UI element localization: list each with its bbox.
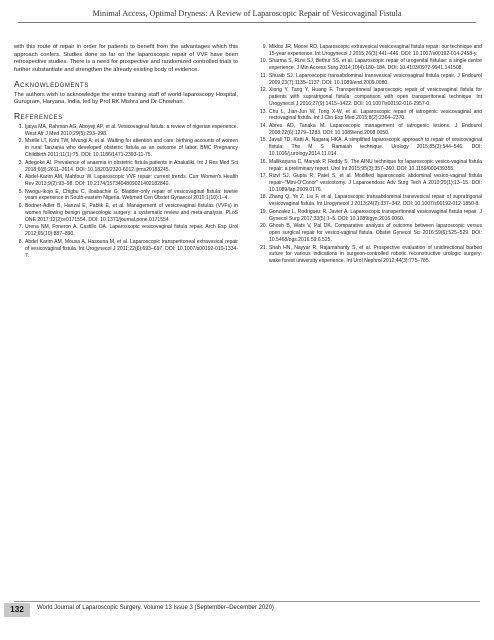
acknowledgments-paragraph: The authors wish to acknowledge the entire training staff of world laparoscopy Hospital, Gurugram, Haryana, India, led by Prof RK Mishra and Dr Chowhan. <box>14 91 238 106</box>
reference-number: 5. <box>18 188 23 195</box>
reference-text: Shah HN, Nayyar R, Rajamahanty S, et al. Prospective evaluation of unidirectional barbed suture for various indications in surgeon-controlled robotic reconstructive urologic surgery: wake forest university experience. Int Urol Nephrol 2012;44(3):775–785. <box>269 244 482 265</box>
references-heading: References <box>14 111 63 122</box>
reference-text: Abdel-Karim AM, Mahfouz W. Laparoscopic VVF repair: current trends. Curr Women's Health Rev 2013;9(2):93–98. DOI: 10.2174/1573404809021402182840. <box>25 174 238 188</box>
reference-item <box>258 159 482 173</box>
reference-text: Miklos JR, Moore RD. Laparoscopic extravesical vesicovaginal fistula repair: our technique and 15-year experience. Int Urogynecol J 2015;26(3):441–446. DOI: 10.1007/s00192-014-2458-y. <box>269 44 482 57</box>
acknowledgments-heading: Acknowledgments <box>14 78 89 89</box>
reference-number: 15. <box>259 137 267 144</box>
reference-list-right <box>258 44 482 265</box>
header-rule <box>18 22 476 23</box>
intro-paragraph: with this route of repair in order for patients to benefit from the advantages which this approach confers. Studies done so far on the laparoscopic repair of VVF have been retrospective studies. There is a need for prospective and randomized controlled trials to further substantiate and strengthen the already existing body of evidence. <box>14 44 238 74</box>
reference-number: 6. <box>18 202 23 209</box>
reference-number: 18. <box>259 194 267 201</box>
reference-number: 1. <box>18 124 23 131</box>
reference-item <box>258 245 482 266</box>
reference-item <box>258 194 482 208</box>
journal-footer: World Journal of Laparoscopic Surgery, Volume 13 Issue 3 (September–December 2020) <box>37 605 274 611</box>
reference-item <box>14 189 238 203</box>
reference-text: Abreu AD, Tanaka M. Laparoscopic management of iatrogenic lesions. J Endourol 2008;22(6):1279–1283. DOI: 10.1089/end.2008.0050. <box>269 122 482 136</box>
reference-text: Chu L, Jian-Jun W, Tong X-W, et al. Laparoscopic repair of iatrogenic vesicovaginal and rectovaginal fistula. Int J Clin Exp Med 2015;8(2):2364–2370. <box>269 108 482 122</box>
reference-item <box>258 109 482 123</box>
reference-text: Nwogu-Ikojo E, Chigbu C, Iloabachie G. Bladder-only repair of vesicovaginal fistula: twelve years experience in South-eastern Nigeria. Webmed Cen Obstet Gynaecol 2010;1(10):1–4. <box>25 188 238 202</box>
reference-item <box>14 174 238 188</box>
reference-item <box>14 203 238 224</box>
reference-item <box>258 58 482 72</box>
reference-item <box>258 73 482 87</box>
reference-item <box>258 44 482 58</box>
reference-item <box>258 137 482 158</box>
reference-text: Mselle LT, Kohi TW, Mvungi A, et al. Waiting for attention and care: birthing accounts of women in rural Tanzania who developed obstetric fistula as an outcome of labor. BMC Pregnancy Childbirth 2011;11(1):75. DOI: 10.1186/1471-2393-11-75. <box>25 138 238 159</box>
reference-text: Mallikarjuna C, Maryak P, Reddy S. The AINU technique for laparoscopic vesico-vaginal fistula repair: a preliminary report. Urol Int 2015;95(3):357–360. DOI: 10.1159/000439355. <box>269 158 482 172</box>
reference-text: Gonzalez L, Rodriguez R, Javier A. Laparoscopic transperitoneal vesicovaginal fistula repair. J Gynecol Surg 2017;33(5):1–5. DOI: 10.1089/gyn.2016.0060. <box>269 208 482 222</box>
right-column <box>258 44 482 266</box>
reference-item <box>14 138 238 159</box>
reference-number: 8. <box>18 238 23 245</box>
reference-text: Ghosh B, Wats V, Pal DK. Comparative analysis of outcome between laparoscopic versus open surgical repair for vesico-vaginal fistula. Obstet Gynecol Sci 2016;59(6):525–529. DOI: 10.5468/ogs.2016.59.6.525. <box>269 223 482 243</box>
reference-text: Rizvi SJ, Gupta R, Patel S, et al. Modified laparoscopic abdominal vesico-vaginal fistula repair–"Mini-O'Conor" vesicotomy. J Laparoendosc Adv Surg Tech A 2010;20(1):13–15. DOI: 10.1089/lap.2009.0176. <box>269 173 482 193</box>
reference-item <box>14 160 238 174</box>
reference-number: 19. <box>259 208 267 215</box>
reference-number: 9. <box>262 44 267 50</box>
reference-text: Zhang Q, Ye Z, Liu F, et al. Laparoscopic transabdominal transvesical repair of supratrigonal vesicovaginal fistula. Int Urogynecol J 2013;24(2):337–342. DOI: 10.1007/s00192-012-1850-8. <box>269 194 482 208</box>
reference-number: 12. <box>259 87 267 94</box>
reference-number: 20. <box>259 223 267 230</box>
reference-number: 4. <box>18 174 23 181</box>
reference-item <box>258 209 482 223</box>
footer-rule <box>14 601 480 602</box>
reference-text: Xiong Y, Tang Y, Huang F. Transperitoneal laparoscopic repair of vesicovaginal fistula for patients with supratrigonal fistula: comparison with open transperitoneal technique. Int Urogynecol J 2016;27(9):1415–1422. DOI: 10.1007/s00192-016-2957-0. <box>269 87 482 108</box>
reference-text: Bodner-Adler B, Hanzal E, Pablik E, et al. Management of vesicovaginal fistulas (VVFs) in women following benign gynaecologic surgery: a systematic review and meta-analysis. PLoS ONE 2017;12(2):e0171554. DOI: 10.1371/journal.pone.0171554. <box>25 202 238 223</box>
reference-text: Javali TD, Katti A, Nagaraj HKA. A simplified laparoscopic approach to repair of vesicovaginal fistula: The M S Ramaiah technique. Urology 2015;85(3):544–546. DOI: 10.1016/j.urology.2014.11.014. <box>269 137 482 158</box>
reference-text: Urena NM, Foneron A, Castillo OA. Laparoscopic vesicovaginal fistula repair. Arch Esp Urol 2012;65(10):887–890. <box>25 224 238 238</box>
reference-text: Ijaiya MA, Rahman AG, Aboyeji AP, et al. Vesicovaginal fistula: a review of nigerian experience. West Afr J Med 2010;29(5):293–298. <box>25 124 238 137</box>
reference-number: 21. <box>259 244 267 251</box>
reference-text: Sharma S, Rizvi SJ, Bethur SS, et al. Laparoscopic repair of urogenital fistulae: a single centre experience. J Min Access Surg 2014;10(4):180–184. DOI: 10.4103/0972-9941.141508. <box>269 58 482 72</box>
reference-text: Adegoke AI. Prevalence of anaemia in obstetric fistula patients in Abakaliki. Int J Res Med Sci 2018;6(8):2611–2614. DOI: 10.18203/2320-6012.ijrms20183245. <box>25 159 238 173</box>
reference-item <box>258 87 482 108</box>
reference-list-left <box>14 124 238 259</box>
reference-number: 10. <box>259 58 267 65</box>
reference-number: 11. <box>260 72 267 79</box>
left-column <box>14 44 238 260</box>
reference-text: Abdel Karim AM, Mousa A, Hasouna M, et al. Laparoscopic transperitoneal extravesical repair of vesicovaginal fistula. Int Urogynecol J 2011;22(6):693–697. DOI: 10.1007/s00192-010-1334-7. <box>25 238 238 259</box>
reference-item <box>258 173 482 194</box>
reference-item <box>258 123 482 137</box>
reference-number: 2. <box>18 138 23 145</box>
reference-item <box>14 239 238 260</box>
reference-number: 3. <box>18 159 23 166</box>
reference-number: 16. <box>259 158 267 165</box>
reference-number: 13. <box>259 108 267 115</box>
page-number: 132 <box>4 603 30 617</box>
running-header-title: Minimal Access, Optimal Dryness: A Review of Laparoscopic Repair of Vesicovaginal Fistula <box>92 9 402 18</box>
reference-item <box>14 124 238 138</box>
reference-item <box>258 223 482 244</box>
reference-number: 17. <box>259 173 267 180</box>
reference-number: 7. <box>18 224 23 231</box>
reference-number: 14. <box>259 122 267 129</box>
reference-text: Shuaib SJ. Laparoscopic transabdominal transvesical vesicovaginal fistula repair. J Endourol 2009;23(7):1135–1137. DOI: 10.1089/end.2009.0080. <box>269 72 482 86</box>
reference-item <box>14 224 238 238</box>
